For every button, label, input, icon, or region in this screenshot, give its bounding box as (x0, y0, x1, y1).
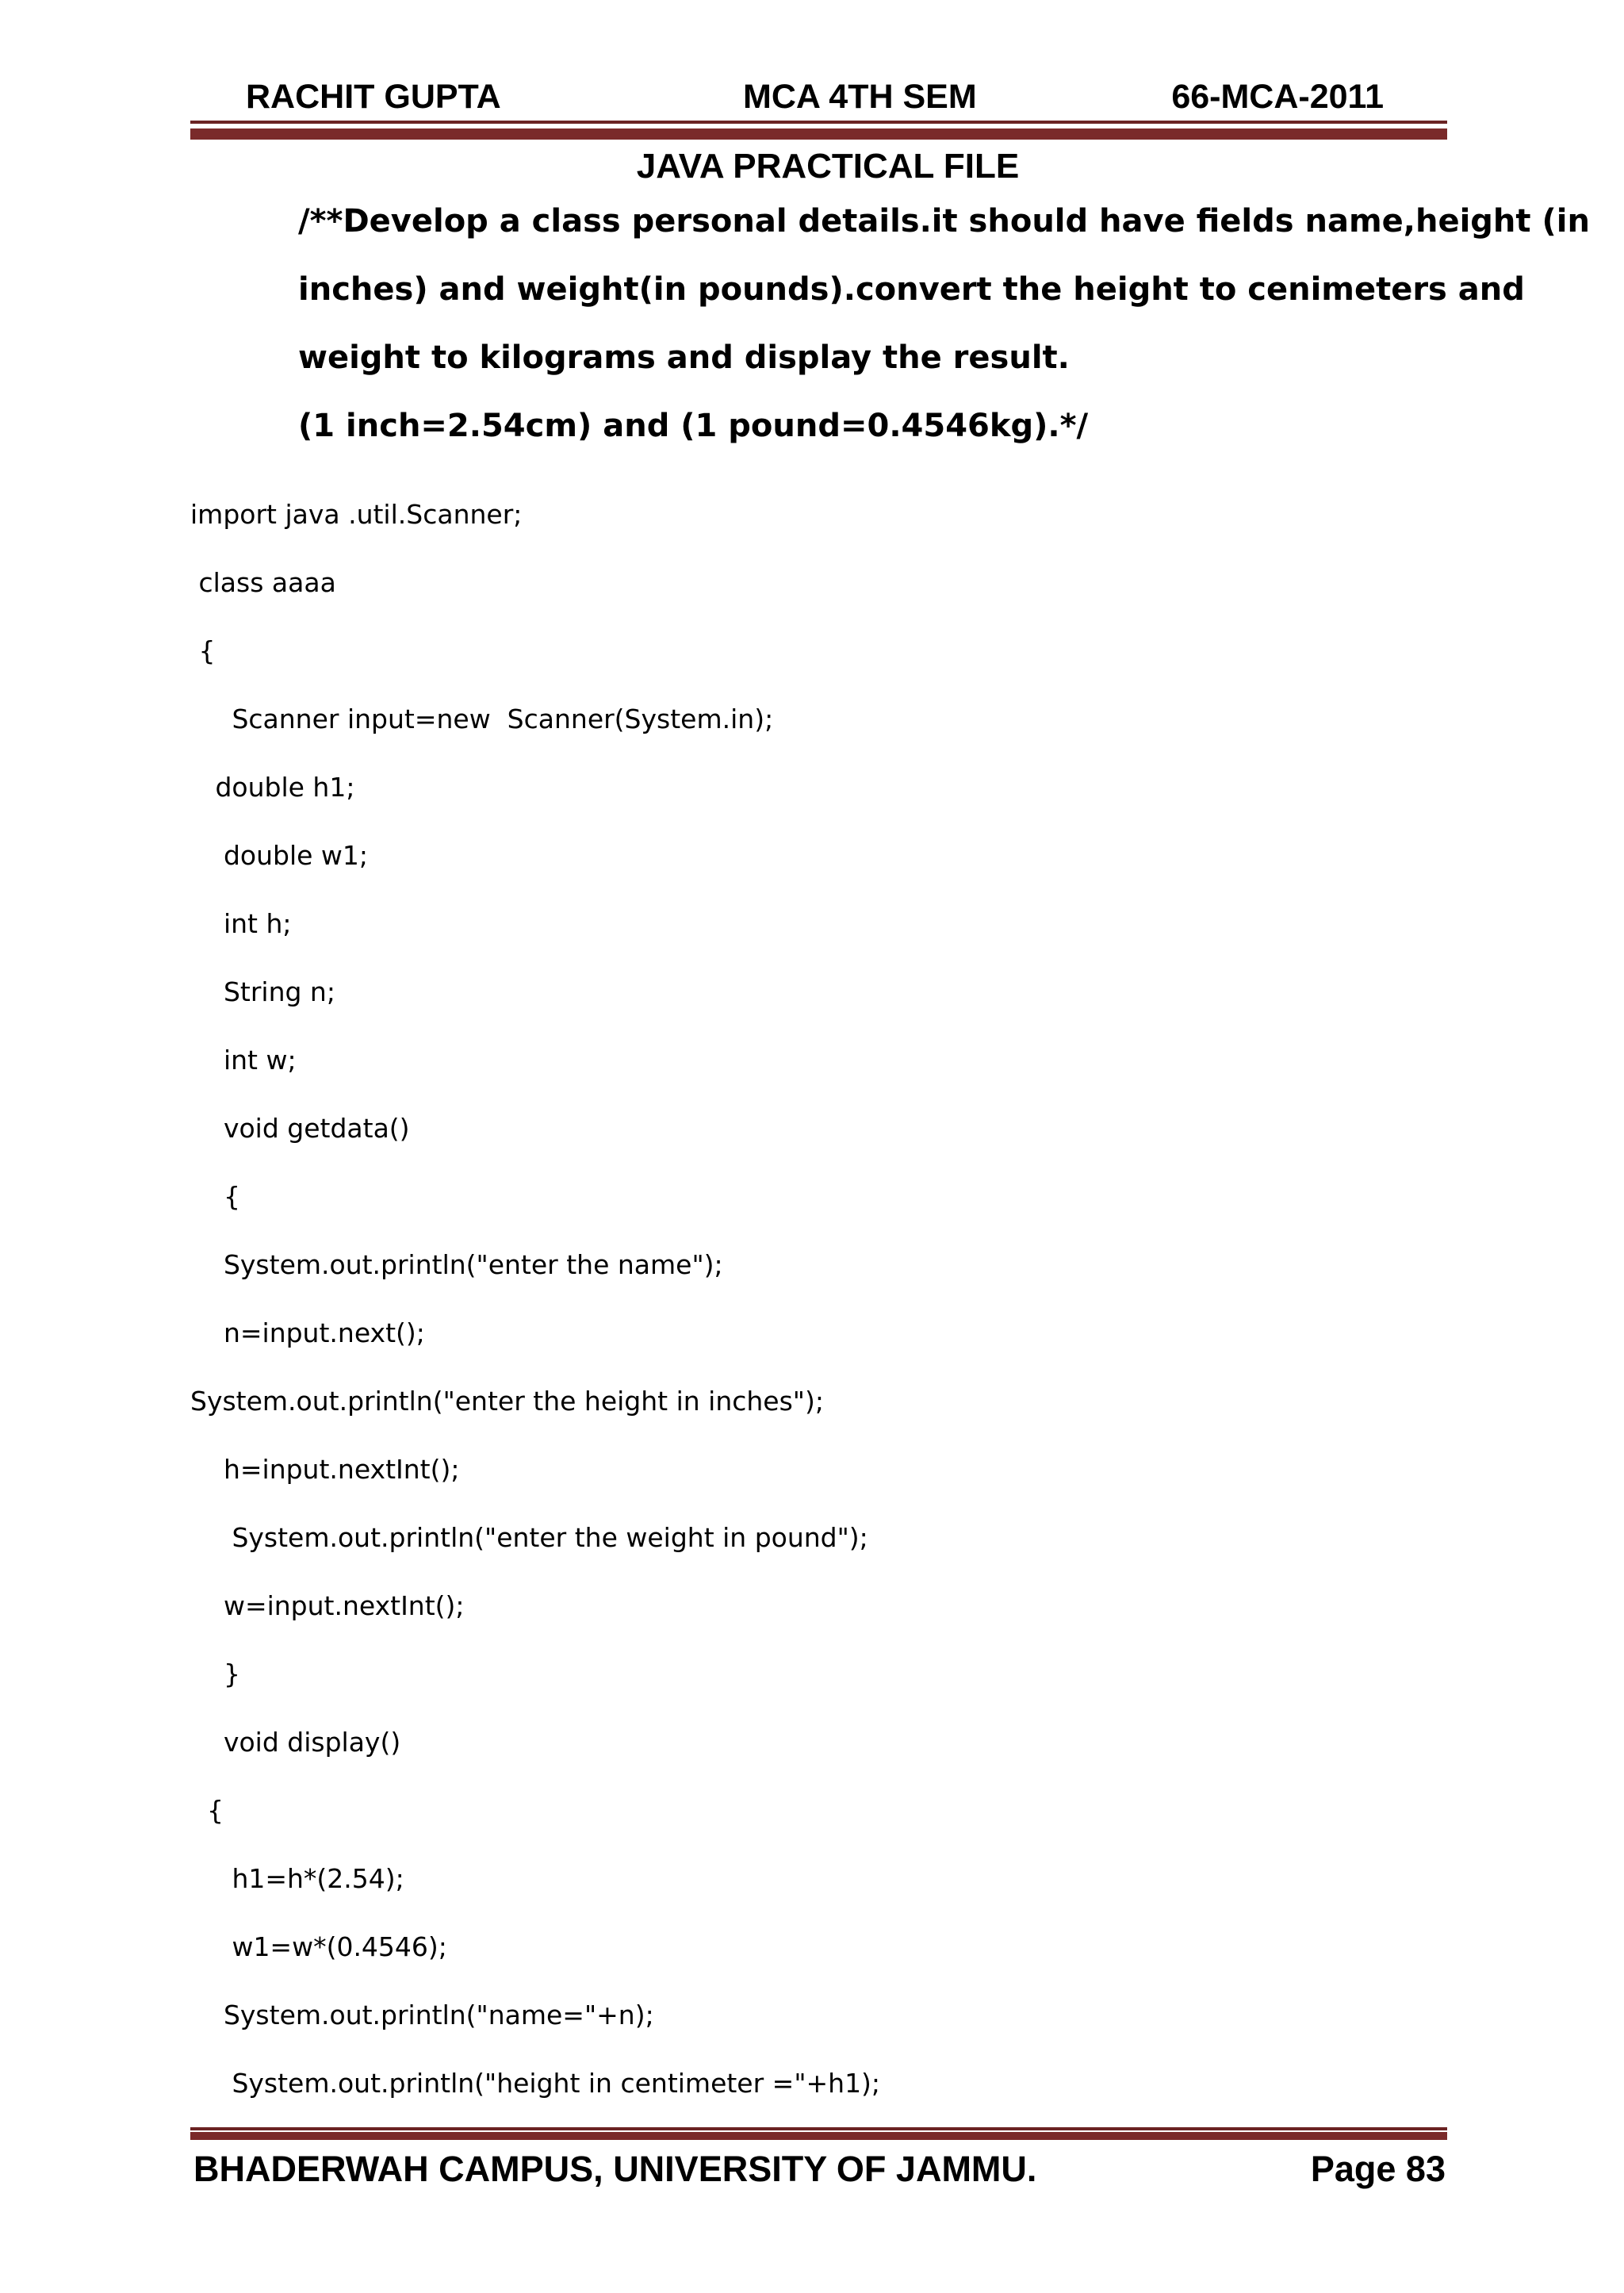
code-line: { (190, 635, 216, 666)
file-title: JAVA PRACTICAL FILE (636, 147, 1020, 186)
code-line: Scanner input=new Scanner(System.in); (190, 704, 774, 734)
footer-rule (190, 2127, 1447, 2142)
code-line: System.out.println("enter the weight in pound"); (190, 1522, 868, 1553)
code-line: System.out.println("height in centimeter ="+h1); (190, 2068, 881, 2099)
header-rule (190, 119, 1447, 141)
code-listing (190, 481, 880, 2118)
code-line: h1=h*(2.54); (190, 1863, 404, 1894)
header-rule-thin-line (190, 121, 1447, 124)
footer-rule-thin-line (190, 2127, 1447, 2130)
code-line: w1=w*(0.4546); (190, 1931, 447, 1962)
code-line: double w1; (190, 840, 369, 871)
code-line: void display() (190, 1727, 401, 1758)
comment-line: /**Develop a class personal details.it should have fields name,height (in (298, 203, 1590, 240)
header-roll-number: 66-MCA-2011 (1171, 78, 1384, 116)
code-line: w=input.nextInt(); (190, 1590, 465, 1621)
header-author: RACHIT GUPTA (246, 78, 501, 116)
code-line: System.out.println("name="+n); (190, 2000, 654, 2030)
page-footer (190, 2142, 1447, 2197)
code-line: int w; (190, 1045, 297, 1076)
comment-line: (1 inch=2.54cm) and (1 pound=0.4546kg).*/ (298, 408, 1089, 444)
header-rule-thick-line (190, 128, 1447, 140)
code-line: void getdata() (190, 1113, 410, 1144)
code-line: { (190, 1795, 224, 1826)
code-line: import java .util.Scanner; (190, 499, 523, 530)
code-line: { (190, 1181, 240, 1212)
code-line: } (190, 1658, 240, 1689)
code-line: double h1; (190, 772, 355, 803)
code-line: String n; (190, 976, 335, 1007)
code-line: class aaaa (190, 567, 336, 598)
page-number: Page 83 (1310, 2149, 1446, 2189)
code-line: n=input.next(); (190, 1317, 425, 1348)
footer-institution: BHADERWAH CAMPUS, UNIVERSITY OF JAMMU. (193, 2149, 1037, 2189)
code-line: h=input.nextInt(); (190, 1454, 460, 1485)
code-line: System.out.println("enter the height in inches"); (190, 1386, 824, 1417)
comment-line: inches) and weight(in pounds).convert the height to cenimeters and (298, 271, 1525, 308)
header-course: MCA 4TH SEM (743, 78, 977, 116)
problem-comment (298, 187, 1590, 460)
code-line: System.out.println("enter the name"); (190, 1249, 723, 1280)
comment-line: weight to kilograms and display the result. (298, 339, 1070, 376)
code-line: int h; (190, 908, 292, 939)
footer-rule-thick-line (190, 2132, 1447, 2140)
page-header (190, 73, 1447, 121)
